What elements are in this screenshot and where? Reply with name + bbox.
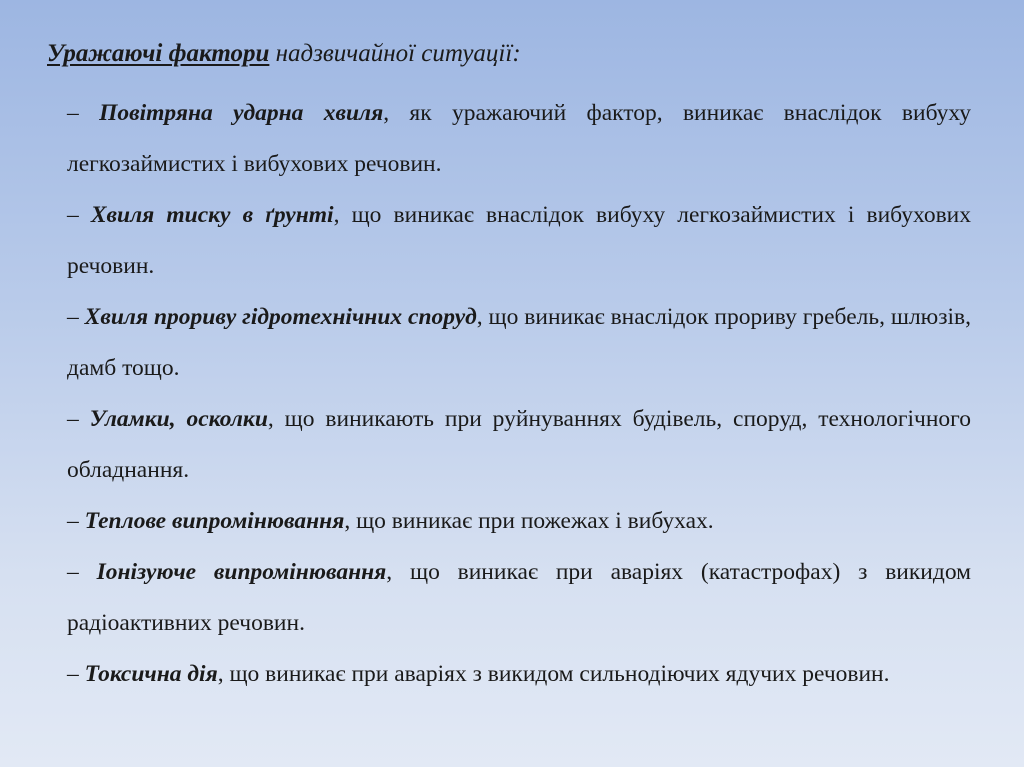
item-dash: –	[67, 100, 100, 126]
item-dash: –	[67, 559, 97, 585]
item-term: Хвиля прориву гідротехнічних споруд	[84, 304, 477, 330]
heading-rest: надзвичайної ситуації:	[269, 40, 521, 67]
item-dash: –	[67, 406, 90, 432]
factor-list	[67, 88, 971, 700]
list-item	[67, 190, 971, 292]
list-item	[67, 292, 971, 394]
item-term: Іонізуюче випромінювання	[96, 559, 387, 585]
item-text: , як уражаючий фактор, виникає внаслідок вибуху легкозаймистих і вибухових речовин.	[67, 100, 972, 177]
list-item	[67, 88, 971, 190]
slide-heading	[47, 36, 521, 72]
heading-lead: Уражаючі фактори	[47, 40, 270, 67]
item-dash: –	[67, 304, 85, 330]
list-item	[67, 394, 971, 496]
item-text: , що виникає при пожежах і вибухах.	[344, 508, 714, 534]
item-dash: –	[67, 202, 91, 228]
item-dash: –	[67, 508, 85, 534]
item-dash: –	[67, 661, 85, 687]
item-text: , що виникають при руйнуваннях будівель, споруд, технологічного обладнання.	[67, 406, 971, 483]
list-item	[67, 547, 971, 649]
item-text: , що виникає при аваріях (катастрофах) з викидом радіоактивних речовин.	[67, 559, 971, 636]
item-text: , що виникає внаслідок вибуху легкозаймистих і вибухових речовин.	[67, 202, 971, 279]
list-item	[67, 496, 971, 547]
item-term: Теплове випромінювання	[84, 508, 345, 534]
item-term: Повітряна ударна хвиля	[99, 100, 384, 126]
item-text: , що виникає при аваріях з викидом сильнодіючих ядучих речовин.	[217, 661, 890, 687]
item-term: Токсична дія	[84, 661, 218, 687]
item-term: Уламки, осколки	[89, 406, 268, 432]
item-term: Хвиля тиску в ґрунті	[90, 202, 334, 228]
item-text: , що виникає внаслідок прориву гребель, шлюзів, дамб тощо.	[67, 304, 972, 381]
list-item	[67, 649, 971, 700]
